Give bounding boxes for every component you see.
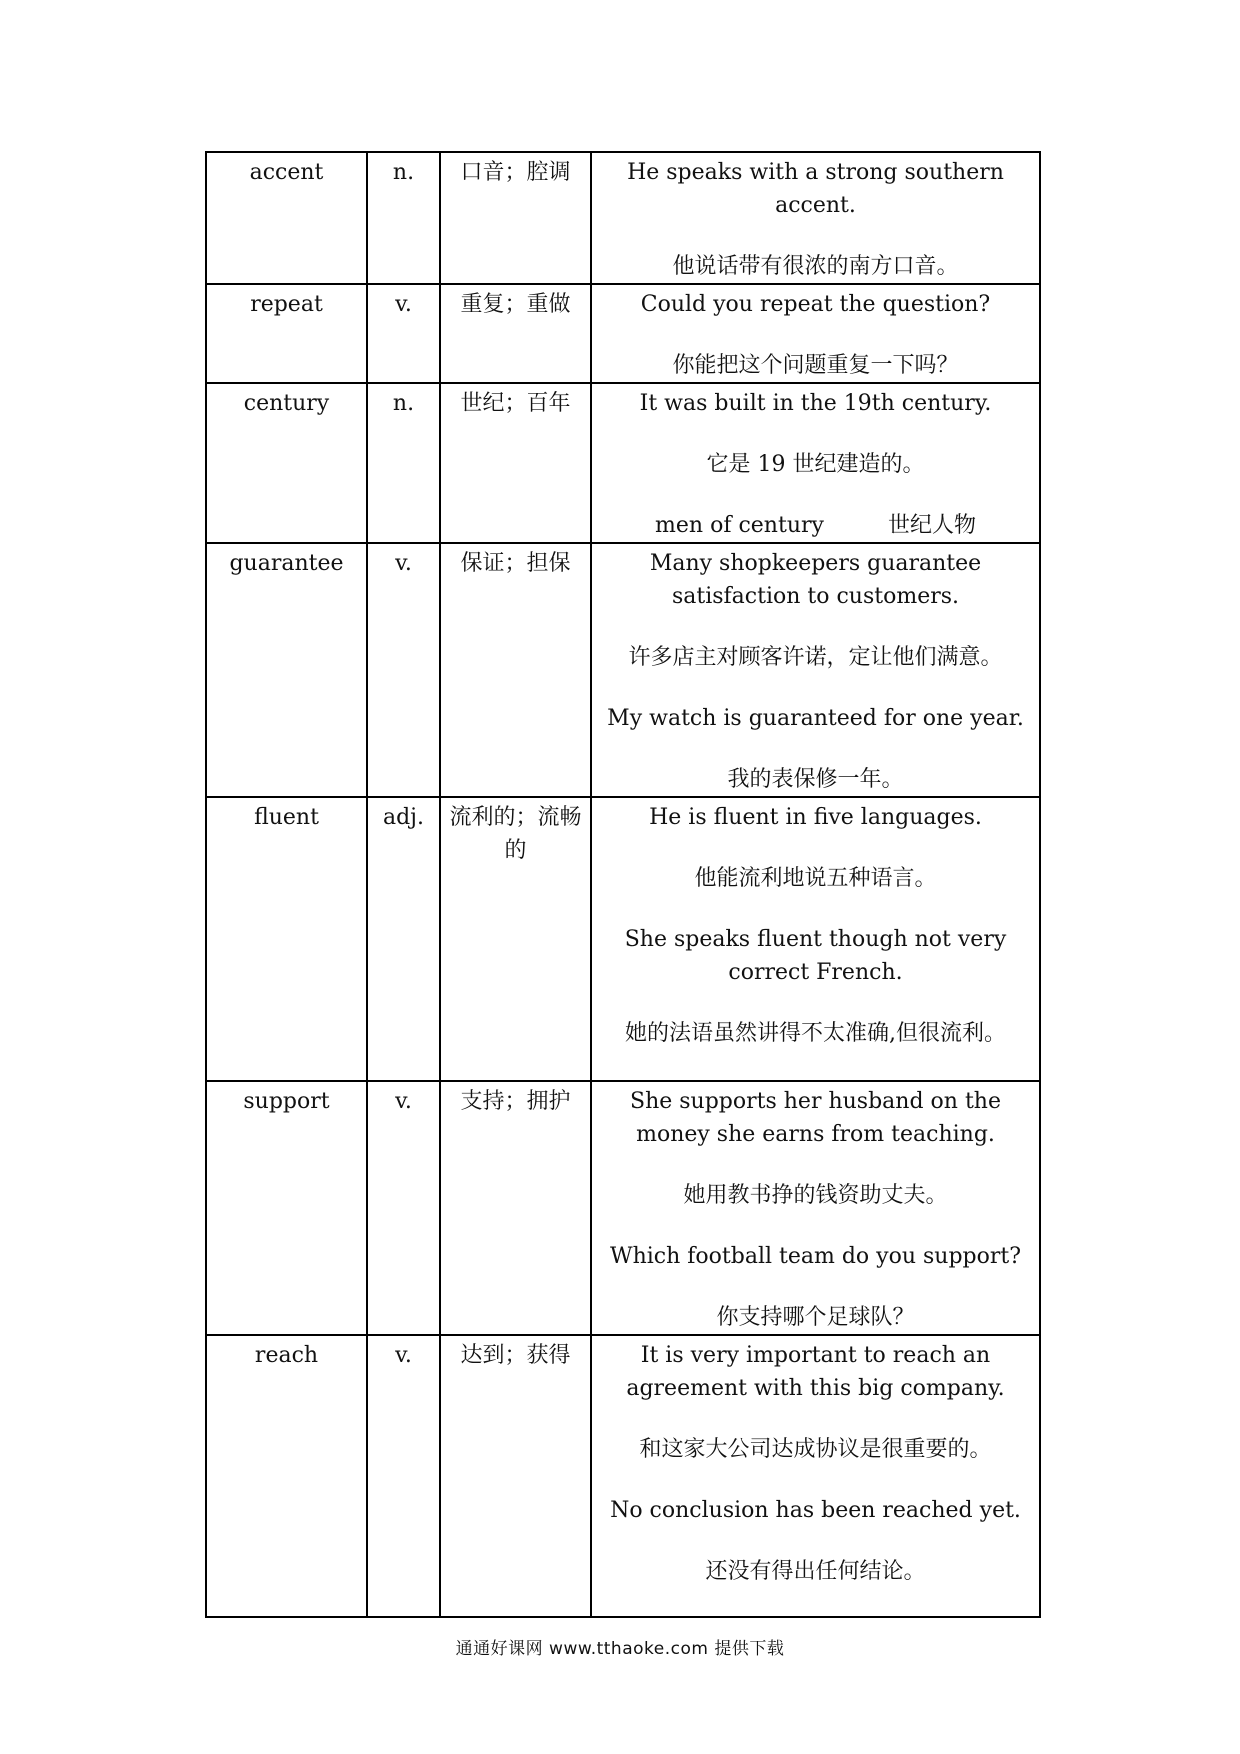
word-cell: accent bbox=[206, 152, 367, 284]
example-cell bbox=[591, 1335, 1040, 1617]
example-english: He is fluent in five languages. bbox=[649, 805, 982, 830]
example-english: No conclusion has been reached yet. bbox=[610, 1498, 1021, 1523]
part-of-speech-cell: v. bbox=[367, 1081, 440, 1335]
part-of-speech-cell: adj. bbox=[367, 797, 440, 1081]
example-english: Which football team do you support? bbox=[609, 1244, 1022, 1269]
meaning-cell: 支持；拥护 bbox=[440, 1081, 591, 1335]
example-english: Could you repeat the question? bbox=[640, 292, 991, 317]
phrase-chinese: 世纪人物 bbox=[887, 513, 976, 538]
phrase-english: men of century bbox=[655, 513, 824, 538]
word-cell: reach bbox=[206, 1335, 367, 1617]
example-english: My watch is guaranteed for one year. bbox=[607, 706, 1024, 731]
table-row bbox=[206, 543, 1040, 797]
example-chinese: 她用教书挣的钱资助丈夫。 bbox=[683, 1183, 948, 1208]
example-chinese: 还没有得出任何结论。 bbox=[705, 1559, 926, 1584]
example-chinese: 你能把这个问题重复一下吗？ bbox=[672, 353, 959, 378]
meaning-cell: 保证；担保 bbox=[440, 543, 591, 797]
example-cell bbox=[591, 543, 1040, 797]
example-cell bbox=[591, 284, 1040, 383]
phrase-row bbox=[598, 509, 1033, 542]
table-row bbox=[206, 1081, 1040, 1335]
table-row bbox=[206, 284, 1040, 383]
meaning-cell: 重复；重做 bbox=[440, 284, 591, 383]
part-of-speech-cell: n. bbox=[367, 383, 440, 543]
example-english: He speaks with a strong southern accent. bbox=[627, 160, 1004, 218]
vocabulary-table bbox=[205, 151, 1041, 1618]
example-english: She supports her husband on the money she earns from teaching. bbox=[630, 1089, 1001, 1147]
part-of-speech-cell: v. bbox=[367, 543, 440, 797]
example-chinese: 它是 19 世纪建造的。 bbox=[706, 452, 925, 477]
vocabulary-table-body bbox=[206, 152, 1040, 1617]
example-chinese: 和这家大公司达成协议是很重要的。 bbox=[639, 1437, 992, 1462]
word-cell: repeat bbox=[206, 284, 367, 383]
example-chinese: 许多店主对顾客许诺，定让他们满意。 bbox=[628, 645, 1003, 670]
meaning-cell: 口音；腔调 bbox=[440, 152, 591, 284]
example-english: It is very important to reach an agreement with this big company. bbox=[626, 1343, 1005, 1401]
example-cell bbox=[591, 1081, 1040, 1335]
part-of-speech-cell: v. bbox=[367, 284, 440, 383]
page-footer: 通通好课网 www.tthaoke.com 提供下载 bbox=[455, 1639, 785, 1659]
part-of-speech-cell: n. bbox=[367, 152, 440, 284]
meaning-cell: 达到；获得 bbox=[440, 1335, 591, 1617]
example-chinese: 她的法语虽然讲得不太准确,但很流利。 bbox=[625, 1021, 1006, 1046]
example-cell bbox=[591, 152, 1040, 284]
example-english: It was built in the 19th century. bbox=[639, 391, 992, 416]
word-cell: fluent bbox=[206, 797, 367, 1081]
meaning-cell: 流利的；流畅的 bbox=[440, 797, 591, 1081]
table-row bbox=[206, 152, 1040, 284]
example-chinese: 他能流利地说五种语言。 bbox=[694, 866, 937, 891]
example-chinese: 你支持哪个足球队？ bbox=[716, 1305, 915, 1330]
word-cell: support bbox=[206, 1081, 367, 1335]
example-english: Many shopkeepers guarantee satisfaction to customers. bbox=[649, 551, 982, 609]
word-cell: guarantee bbox=[206, 543, 367, 797]
example-english: She speaks fluent though not very correct French. bbox=[624, 927, 1007, 985]
table-row bbox=[206, 383, 1040, 543]
part-of-speech-cell: v. bbox=[367, 1335, 440, 1617]
example-chinese: 他说话带有很浓的南方口音。 bbox=[672, 254, 959, 279]
table-row bbox=[206, 797, 1040, 1081]
table-row bbox=[206, 1335, 1040, 1617]
word-cell: century bbox=[206, 383, 367, 543]
example-chinese: 我的表保修一年。 bbox=[727, 767, 904, 792]
example-cell bbox=[591, 797, 1040, 1081]
example-cell bbox=[591, 383, 1040, 543]
meaning-cell: 世纪；百年 bbox=[440, 383, 591, 543]
